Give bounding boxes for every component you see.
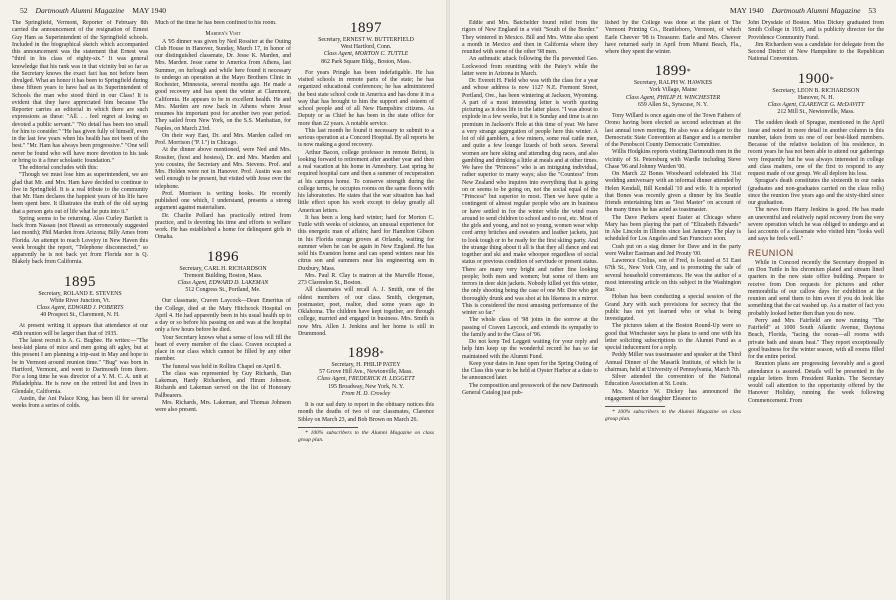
class-year	[748, 71, 884, 88]
paragraph: Willis Hodgkins reports visiting Dartmouth men in the vicinity of St. Petersburg with Wardle including Steve Chase '96 and Johnny Warden '00.	[605, 149, 741, 170]
class-year	[298, 345, 434, 362]
paragraph: Perry and Mrs. Fairfield are now running "The Fairfield" at 1000 South Atlantic Avenue, Daytona Beach, Florida, "facing the ocean—all rooms with private bath and steam heat." They report exceptionally good business for the winter season, with all rooms filled for the entire period.	[748, 317, 884, 361]
class-agent: Class Agent, PHILIP H. WINCHESTER	[625, 94, 721, 101]
class-agent: Class Agent, CLARENCE G. McDAVITT	[767, 101, 865, 108]
paragraph: A '95 dinner was given by Ned Rossiter at the Outing Club House in Hanover, Sunday, March 17, in honor of our distinguished classmate, Dr. Jesse K. Marden, and Mrs. Marden. Jesse came to America from Athens, last Summer, on furlough and while here found it necessary to undergo an operation at the Mayo Brothers Clinic in Rochester, Minnesota, several months ago. He made a good recovery and has spent the winter at Claremont, California. He appears to be in excellent health. He and Mrs. Marden are now back in Athens where Jesse resumes his important post for another two year period. They sailed from New York, on the S.S. Manhattan, for Naples, on March 23rd.	[155, 38, 291, 132]
paragraph: The class was represented by Guy Richards, Dan Lakeman, Hardy Richardson, and Hiram Johnson. Richards and Lakeman served on the list of Honorary Pallbearers.	[155, 370, 291, 399]
page-number: 52	[20, 6, 28, 15]
paragraph: Mrs. Maurice W. Dickey has announced the engagement of her daughter Eleanor to	[605, 388, 741, 402]
class-year-number: 1898	[347, 345, 380, 362]
left-column-3	[298, 20, 434, 596]
right-column-2	[605, 20, 741, 596]
paragraph: It is our sad duty to report in the obituary notices this month the deaths of two of our classmates, Clarence Sibley on March 23, and Bob Brown on March 26.	[298, 402, 434, 423]
paragraph: lished by the College was done at the plant of The Vermont Printing Co., Brattleboro, Vermont, of which Earle Cheever '98 is Treasurer. Earle and Mrs. Cheever have returned early in April from Miami Beach, Fla., where they spent the winter.	[605, 20, 741, 55]
class-agent-address: 212 Mill St., Newtonville, Mass.	[777, 109, 855, 116]
left-column-2	[155, 20, 291, 596]
paragraph: Tony Willard is once again one of the Town Fathers of Orono having been elected as second selectman at the last annual town meeting. He also was a delegate to the Democratic State Convention at Bangor and is a member of the Penobscot County Democratic Committee.	[605, 113, 741, 149]
footnote-rule	[298, 427, 358, 428]
class-year	[605, 63, 741, 80]
paragraph: The editorial concludes with this:	[19, 165, 98, 171]
right-page	[450, 0, 896, 600]
paragraph: Our classmate, Craven Laycock—Dean Emeritus of the College, died at the Mary Hitchcock Hospital on April 4. He had apparently been in his usual health up to a day or so before his passing on and was at the hospital only a few hours before he died.	[155, 298, 291, 334]
paragraph: The pictures taken at the Boston Round-Up were so good that Winchester says he plans to send one with his letter soliciting subscriptions to the Alumni Fund as a special inducement for a reply.	[605, 323, 741, 352]
class-secretary-address: 57 Grove Hill Ave., Newtonville, Mass.	[319, 369, 413, 376]
paragraph: The funeral was held in Rollins Chapel on April 8.	[162, 363, 282, 370]
class-agent-address: 40 Prospect St., Claremont, N. H.	[40, 312, 120, 319]
class-year-number: 1900	[797, 70, 830, 87]
class-secretary: Secretary, ROLAND E. STEVENS	[38, 290, 122, 297]
paragraph: Silver attended the convention of the National Education Association at St. Louis.	[605, 374, 741, 388]
paragraph: Arthur Bacon, college professor in remote Beirut, is looking forward to retirement after another year and then a real vacation at his home in Amesbury. Last spring he required hospital care and then a summer of recuperation at his campus home. To conserve strength during the college terms, he occupies rooms on the same floors with his laboratories. He states that the war situation has had little effect upon his work except to delay greatly all American letters.	[298, 149, 434, 214]
reunion-heading: REUNION	[748, 247, 794, 258]
paragraph: The news from Harry Jenkins is good. He has made an uneventful and relatively rapid recovery from the very severe operation which he was obliged to undergo and at last accounts of a classmate who visited him "looks well and says he feels well."	[748, 207, 884, 243]
star-mark: *	[379, 349, 385, 359]
paragraph: Reunion plans are progressing favorably and a good attendance is assured. Details will be presented in the regular letters from President Rankin. The Secretary would call attention to the opportunity offered by the Hanover Holiday, running the week following Commencement. From	[748, 361, 884, 404]
star-mark: *	[829, 74, 835, 84]
paragraph: The latest recruit is A. G. Bugbee. He writes:—"The best-laid plans of mice and men going aft agley, but at this present I am planning a trip-east in May and hope to be in Vermont around reunion time." "Bug" was born in Hartford, Vermont, and went to Dartmouth from there. For a long time he was director of a Y. M. C. A. unit at Philadelphia. He is now on the retired list and lives in Glendale, California.	[12, 337, 148, 395]
class-year: 1897	[350, 20, 382, 36]
page-number: 53	[868, 6, 876, 15]
class-year-number: 1899	[654, 63, 687, 80]
class-agent-address: 862 Park Square Bldg., Boston, Mass.	[321, 58, 411, 65]
paragraph: Do not keep Ted Leggett waiting for your reply and help him keep up the wonderful record he has so far maintained with the Alumni Fund.	[462, 339, 598, 360]
class-year: 1895	[64, 273, 96, 290]
class-agent-address: 195 Broadway, New York, N. Y.	[328, 383, 404, 390]
issue-date: MAY 1940	[132, 6, 167, 15]
footnote-rule	[605, 406, 665, 407]
paragraph: On March 22 Bones Woodward celebrated his 31st wedding anniversary with an informal dinner attended by Helen Kendall, Bill Kendall '10 and wife. It is reported that Bones was recently given a dinner by his Seattle friends entertaining him as "Jest Master" on account of the many times he has acted as toastmaster.	[605, 171, 741, 214]
paragraph: At the dinner above mentioned, were Ned and Mrs. Rossiter, (host and hostess), Dr. and Mrs. Marden and you cousins, the Secretary and Mrs. Stevens. Prof. and Mrs. Holden were not in Hanover. Prof. Austin was not well enough to be present, but visited with Jesse over the telephone.	[155, 147, 291, 190]
paragraph: Your Secretary knows what a sense of loss will fill the heart of every member of the class. Craven occupied a place in our class which cannot be filled by any other member.	[155, 334, 291, 363]
paragraph: An asthmatic attack following the flu prevented Geo. Lockwood from reuniting with the Patey's while the latter were in Arizona in March.	[462, 56, 598, 77]
footnote: * 100% subscribers to the Alumni Magazine on class group plan.	[298, 429, 434, 443]
class-secretary: Secretary, RALPH W. HAWKES	[633, 80, 713, 87]
class-heading-1898	[298, 345, 434, 398]
class-heading-1900	[748, 71, 884, 117]
paragraph: The composition and presswork of the new Dartmouth General Catalog just pub-	[462, 382, 598, 396]
paragraph: Cush put on a stag dinner for Dave and in the party were Walter Eastman and Jed Prouty '00.	[605, 243, 741, 257]
class-agent: Class Agent, EDWARD J. POBERTS	[36, 304, 124, 311]
paragraph: Sprague's death constitutes the sixteenth in our ranks (graduates and non-graduates carried on the class rolls) since the reunion five years ago and the sixty-third since our graduation.	[748, 178, 884, 207]
paragraph: For years Pringle has been indefatigable. He has visited schools in remote parts of the state; he has organized educational conferences; he has administered the best state school code in America and has done it in a way that has brought to him the support and esteem of school people and of all New Hampshire citizens. As Deputy or as Chief he has been in the state office for more than 22 years. A notable service.	[298, 69, 434, 127]
footnote: * 100% subscribers to the Alumni Magazine on class group plan.	[605, 409, 741, 422]
class-secretary: Secretary, H. PHILIP PATEY	[331, 362, 401, 369]
paragraph: Hoban has been conducting a special session of the Grand Jury with such provisions for secrecy that the public has not yet learned who or what is being investigated.	[605, 294, 741, 323]
paragraph: On their way East, Dr. and Mrs. Marden called on Prof. Morrison ("P. I.") in Chicago.	[155, 132, 291, 146]
running-head-right	[724, 6, 882, 15]
paragraph: Dr. Charlie Pollard has practically retired from practice, and is devoting his time and efforts to welfare work. He has established a home for delinquent girls in Omaha.	[155, 212, 291, 241]
class-year: 1896	[207, 248, 239, 265]
class-secretary: Secretary, LEON B. RICHARDSON	[772, 87, 860, 94]
class-secretary-city: White River Junction, Vt.	[49, 297, 111, 304]
paragraph: The whole class of '98 joins in the sorrow at the passing of Craven Laycock, and extends its sympathy to the family and to the Class of '96.	[462, 317, 598, 338]
paragraph: The Dave Parkers spent Easter at Chicago where Mary has been playing the part of "Elizabeth Edwards" in Abe Lincoln in Illinois since last January. The play is scheduled for Los Angeles and San Francisco soon.	[605, 214, 741, 243]
paragraph: "Though we must lose him as superintendent, we are glad that Mr. and Mrs. Ham have decided to continue to live in Springfield. It is a real tribute to the community that Mr. Ham declares the happiest years of his life have been spent here. It illustrates the truth of the old saying that a person gets out of life what he puts into it."	[12, 172, 148, 215]
paragraph: Lawrence Crolius, son of Fred, is located at 51 East 67th St., New York City, and is promoting the sale of several household conveniences. He was the author of a most interesting article on this subject in the Washington Star.	[605, 258, 741, 294]
class-heading-1897	[298, 20, 434, 66]
subheading: Marden's Visit	[205, 31, 241, 38]
paragraph: This last month he found it necessary to submit to a serious operation at a Concord Hospital. By all reports he is now making a good recovery.	[298, 127, 434, 149]
paragraph: All classmates will recall A. J. Smith, one of the oldest members of our class. Smith, clergyman, postmaster, poet, realtor, died some years ago in Oklahoma. The children have kept together, are through college, married and engaged in business. Mrs. Smith is now Mrs. Allen J. Jenkins and her home is still in Drummond.	[298, 287, 434, 337]
paragraph: Spring seems to be returning. Also Curley Bartlett is back from Nassau (not Hawaii as erroneously suggested last month); Phil Marden from Arizona; Billy Ames from Florida. An attempt to reach Lovejoy in New Haven this week brought the report, "Telephone disconnected," so apparently he is not back yet from Florida nor is Q. Blakely back from California.	[12, 215, 148, 266]
class-secretary-city: West Hartford, Conn.	[340, 44, 392, 51]
class-agent-address: 512 Congress St., Portland, Me.	[185, 287, 261, 294]
paragraph: The sudden death of Sprague, mentioned in the April issue and noted in more detail in another column in this number, takes from us one of our best-liked members. Because of the relative isolation of his residence, in recent years he has not been able to attend our gatherings very frequently but he was always interested in college and class matters, one of the first to respond to any request made of our group. We all deplore his loss.	[748, 120, 884, 178]
paragraph: At present writing it appears that attendance at our 45th reunion will be larger than that of 1935.	[12, 323, 148, 337]
paragraph: Dr. Everett H. Field who was with the class for a year and whose address is now 1127 N.E. Fremont Street, Portland, Ore., has been wintering at Jackson, Wyoming. A part of a most interesting letter is worth quoting picturing as it does life in the latter place. "I was about to explode in a few weeks, but it is Sunday and time is at no premium in Jackson's Hole at this time of year. We have a very strange aggregation of people here this winter. A lot of old gamblers, a few miners, some real cattle men, and quite a few lounge lizards of both sexes. Several women are here skiing and attending dog races, and also gambling and drinking a little at meals and at other times. We have the "Princess" who is an intriguing individual, rather superior to many ways; also the "Countess" from New Zealand who inquires into everything that is going on or seems to be going on, not the social equal of the "Princess" but superior to most. Then we have quite a contingent of almost regular people who are in business or have settled in for the winter while the wind roars around to send children to school and to rest, etc. Most of the girls and young, and not so young, women wear whip cord army britches and sweaters and leather jackets, just to look tough or to be ready for the first skiing party. And the strange thing about it all is that they all dance and eat together and ski and make whoopee regardless of social status or previous condition of servitude or present status. There are many very bright and rather fine looking people; both men and women; but some of them are terrors in deer skin jackets. Nobody killed yet this winter, the only shooting being the case of one Mr. Doe who got thoroughly drunk and was shot at his likeness in a mirror. This is considered the most amusing performance of the winter so far."	[462, 78, 598, 316]
left-page	[0, 0, 446, 600]
class-heading-1896	[155, 249, 291, 295]
class-secretary-city: Hanover, N. H.	[798, 94, 834, 101]
running-head-left	[14, 6, 172, 15]
class-heading-1899	[605, 63, 741, 109]
paragraph: Mrs. Paul R. Clay is matron at the Marville House, 273 Clarendon St., Boston.	[298, 272, 434, 287]
paragraph: It has been a long hard winter; hard for Morton C. Tuttle with weeks of sickness, an unusual experience for this energetic man of affairs; hard for Hamilton Gibson in his Florida orange groves at Orlando, waiting for summer when he can be again in New England. He has sold his Evanston home and can spend winters near his citrus son and summers near his engineering son in Duxbury, Mass.	[298, 214, 434, 272]
paragraph: Jim Richardson was a candidate for delegate from the Second District of New Hampshire to the Republican National Convention.	[748, 41, 884, 63]
issue-date: MAY 1940	[729, 6, 764, 15]
class-agent: Class Agent, EDWARD D. LAKEMAN	[177, 279, 269, 286]
class-secretary: Secretary, CARL H. RICHARDSON	[179, 265, 267, 272]
left-column-1	[12, 20, 148, 596]
paragraph: The Springfield, Vermont, Reporter of February 8th carried the announcement of the resignation of Ernest Guy Ham as Superintendent of the Springfield schools. Included in the biographical sketch which accompanied this announcement was the statement that Ernest was "third in his class of eighty-six." It was general knowledge that his rank was in that vicinity but so far as the Secretary knows the exact fact has not before been divulged. What an honor it has been to Springfield during these fifteen years to have had as its Superintendent of Schools the man who stood third in our Class! It is evident that they have appreciated him because The Reporter carries an editorial in which there are such expressions as these: "All. . . feel regret at losing so devoted a public servant." "No detail has been too small for him to consider." "He has given fully of himself, even in the last few years when his health has not been of the best." "Mr. Ham has always been progressive." "One will never be found who will have more devotion to his task or bring to it a finer scholastic foundation."	[12, 20, 148, 164]
paragraph: While in Concord recently the Secretary dropped in on Don Tuttle in his chromium plated and stream lined quarters in the new state office building. Prepare to receive from Don requests for pictures and other memorabilia of our callow days for exhibition at the reunion and send them to him even if you do look like something that the cat washed up. As a matter of fact you probably looked better then than you do now.	[748, 259, 884, 317]
class-heading-1895	[12, 274, 148, 320]
class-secretary: Secretary, ERNEST W. BUTTERFIELD	[318, 37, 414, 43]
right-column-3	[748, 20, 884, 596]
right-column-1	[462, 20, 598, 596]
star-mark: *	[686, 67, 692, 77]
class-secretary-address: Tremont Building, Boston, Mass.	[183, 272, 263, 279]
paragraph: Eddie and Mrs. Batchelder found relief from the rigors of New England in a visit "South of the Border." They wintered in Mexico. Bill and Mrs. Witte also spent a month in Mexico and then in California where they reunited with some of the other '98 men.	[462, 20, 598, 55]
paragraph: John Drysdale of Boston. Miss Dickey graduated from Smith College in 1935, and is publicity director for the Providence Community Fund.	[748, 20, 884, 41]
paragraph: Mrs. Richards, Mrs. Lakeman, and Thomas Johnson were also present.	[155, 399, 291, 414]
class-from: From H. D. Crowley	[341, 390, 391, 397]
class-secretary-city: York Village, Maine	[649, 87, 697, 94]
class-agent: Class Agent, MORTON C. TUTTLE	[323, 51, 409, 58]
magazine-title: Dartmouth Alumni Magazine	[771, 6, 861, 15]
class-agent: Class Agent, FREDERICK H. LEGGETT	[317, 376, 415, 383]
paragraph: Austin, the Ant Palace King, has been ill for several weeks from a series of colds.	[12, 395, 148, 410]
paragraph: Peddy Miller was toastmaster and speaker at the Third Annual Dinner of the Masarik Institute, of which he is chairman, held at University of Pennsylvania, March 7th.	[605, 352, 741, 373]
magazine-title: Dartmouth Alumni Magazine	[35, 6, 125, 15]
paragraph: Prof. Morrison is writing books. He recently published one which, I understand, presents a strong argument against materialism.	[155, 190, 291, 212]
paragraph: Keep your dates in June open for the Spring Outing of the Class this year to be held at Oyster Harbor at a date to be announced later.	[462, 360, 598, 382]
paragraph: Much of the time he has been confined to his room.	[155, 20, 277, 26]
class-agent-address: 659 Allen St., Syracuse, N. Y.	[637, 101, 709, 108]
